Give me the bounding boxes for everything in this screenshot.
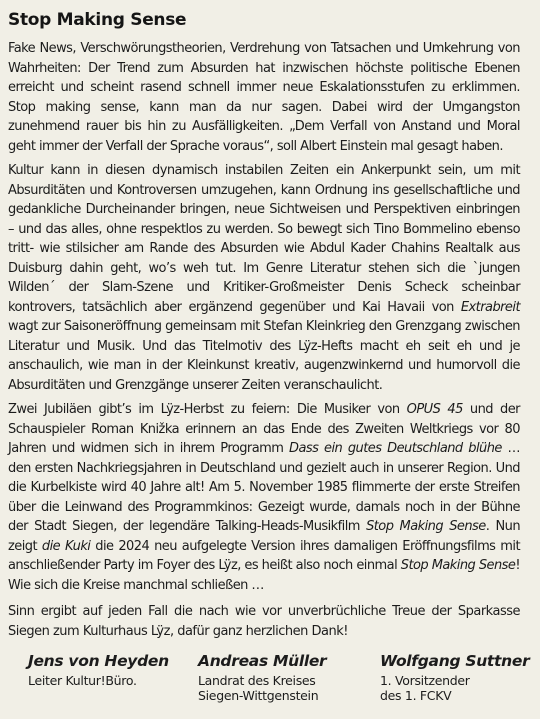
italic-title: Dass ein gutes Deutschland blühe [289,441,502,456]
text-run: . Nun zeigt [8,519,521,554]
text-run: … den ersten Nachkriegsjahren in Deutschland und gezielt auch in unserer Region. Und die Kurbelkiste wird 40 Jahre alt! Am 5. November 1985 flimmerte der erste Streifen über die Leinwand des Programmkinos: Gezeigt wurde, damals noch in der Bühne der Stadt Siegen, der legendäre Talking-Heads-Musikfilm [8,441,520,534]
italic-title: Stop Making Sense [366,519,486,534]
paragraph-intro [8,39,520,156]
italic-title: Stop Making Sense [400,558,516,573]
text-run: Kultur kann in diesen dynamisch instabilen Zeiten ein Ankerpunkt sein, um mit Absurditäten und Kontroversen umzugehen, kann Ordnung ins gesellschaftliche und gedankliche Durcheinander bringen, neue Sichtweisen und Perspektiven einbringen – und das alles, ohne respektlos zu werden. So bewegt sich Tino Bommelino ebenso tritt- wie stilsicher am Rande des Absurden wie Abdul Kader Chahins Realtalk aus Duisburg dahin geht, wo’s weh tut. Im Genre Literatur stehen sich die `jungen Wilden´ der Slam-Szene und Kritiker-Großmeister Denis Scheck scheinbar kontrovers, tatsächlich aber ergänzend gegenüber und Kai Havaii von [8,163,520,315]
signature-mueller [198,651,380,703]
signature-role-line: Siegen-Wittgenstein [198,688,319,703]
text-run: Fake News, Verschwörungstheorien, Verdrehung von Tatsachen und Umkehrung von Wahrheiten: Der Trend zum Absurden hat inzwischen höchste politische Ebenen erreicht und scheint rasend schnell immer neue Eskalationsstufen zu erklimmen. Stop making sense, kann man da nur sagen. Dabei wird der Umgangston zunehmend rauer bis hin zu Ausfälligkeiten. „Dem Verfall von Anstand und Moral geht immer der Verfall der Sprache voraus“, soll Albert Einstein mal gesagt haben. [8,41,520,154]
signature-role-line: Leiter Kultur!Büro. [28,673,137,688]
text-run: wagt zur Saisoneröffnung gemeinsam mit Stefan Kleinkrieg den Grenzgang zwischen Literatur und Musik. Und das Titelmotiv des Lÿz-Hefts macht eh seit eh und je anschaulich, wie man in der Kleinkunst kreativ, augenzwinkernd und humorvoll die Absurditäten und Grenzgänge unserer Zeiten veranschaulicht. [8,319,520,393]
signature-suttner [380,651,530,703]
signature-heyden [8,651,198,703]
text-run: ! Wie sich die Kreise manchmal schließen … [8,558,520,593]
paragraph-anniversaries [8,400,520,595]
italic-title: Extrabreit [460,299,520,315]
signature-name: Jens von Heyden [28,652,169,670]
text-run: Sinn ergibt auf jeden Fall die nach wie vor unverbrüchliche Treue der Sparkasse Siegen zum Kulturhaus Lÿz, dafür ganz herzlichen Dank! [8,604,520,639]
paragraph-thanks [8,602,520,641]
signature-role-line: Landrat des Kreises [198,673,316,688]
signatures [8,651,530,703]
signature-name: Wolfgang Suttner [380,652,530,670]
text-run: die 2024 neu aufgelegte Version ihres damaligen Eröffnungsfilms mit anschließender Party im Foyer des Lÿz, es heißt also noch einmal [8,538,521,573]
italic-title: OPUS 45 [406,402,463,417]
paragraph-culture [8,161,520,395]
text-run: und der Schauspieler Roman Knižka erinnern an das Ende des Zweiten Weltkriegs vor 80 Jahren und widmen sich in ihrem Programm [8,402,520,456]
signature-role-line: 1. Vorsitzender [380,673,470,688]
signature-name: Andreas Müller [198,652,327,670]
text-run: Zwei Jubiläen gibt’s im Lÿz-Herbst zu feiern: Die Musiker von [8,402,407,417]
page-title: Stop Making Sense [8,10,187,30]
signature-role-line: des 1. FCKV [380,688,452,703]
italic-title: die Kuki [41,538,91,554]
